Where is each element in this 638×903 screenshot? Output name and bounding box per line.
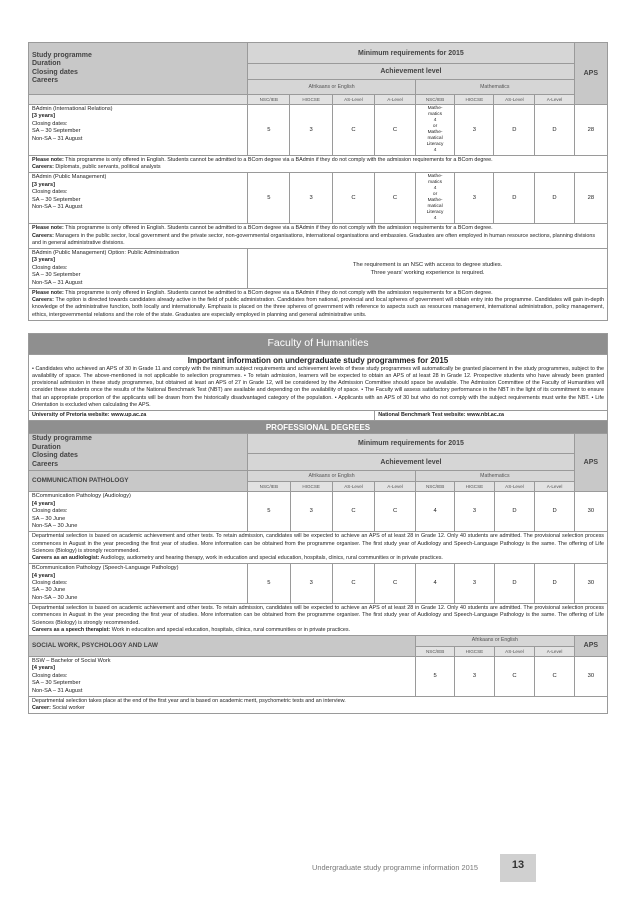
programme-cell [29, 492, 248, 532]
humanities-table [28, 333, 608, 715]
col-nsc: NSC/IEB [416, 646, 455, 656]
maths-nsc-cell [415, 105, 454, 156]
closing-nonsa: Non-SA – 31 August [32, 204, 83, 211]
value-cell: 3 [290, 173, 332, 224]
header-afr-eng: Afrikaans or English [248, 471, 416, 482]
closing-sa: SA – 30 June [32, 515, 66, 522]
value-cell: C [332, 564, 374, 604]
col-nsc: NSC/IEB [415, 95, 454, 105]
value-cell: 5 [248, 492, 290, 532]
important-info-title: Important information on undergraduate study programmes for 2015 [187, 355, 449, 365]
maths-nsc-cell [415, 173, 454, 224]
header-closing-dates: Closing dates [32, 68, 78, 76]
aps-value: 30 [574, 492, 607, 532]
col-higcse: HIGCSE [290, 482, 332, 492]
col-higcse: HIGCSE [455, 646, 494, 656]
programme-name: BAdmin (International Relations) [32, 106, 113, 112]
value-cell: C [375, 105, 416, 156]
col-as-level: AS-Level [494, 482, 535, 492]
up-website: University of Pretoria website: www.up.ac.za [29, 411, 375, 421]
careers-text: Audiology, audiometry and hearing therapy, work in education and special education, hospitals, clinics, rural communities or in private practices. [100, 554, 443, 561]
value-cell: C [375, 173, 416, 224]
value-cell: C [494, 656, 535, 696]
note-text: This programme is only offered in English. Students cannot be admitted to a BCom degree via a BAdmin if they do not comply with the admission requirements for a BCom degree. [65, 290, 493, 297]
maths-line: or [432, 192, 438, 198]
value-cell: 3 [290, 564, 332, 604]
col-higcse: HIGCSE [290, 95, 332, 105]
aps-value: 28 [574, 105, 607, 156]
programme-cell [29, 105, 248, 156]
table-row [29, 173, 608, 224]
programme-cell [29, 656, 416, 696]
careers-label: Careers as an audiologist: [32, 554, 100, 561]
col-as-level: AS-Level [494, 646, 535, 656]
careers-text: Work in education and special education, hospitals, clinics, rural communities or in private practices. [111, 626, 351, 633]
section-comm-pathology: COMMUNICATION PATHOLOGY [29, 471, 248, 492]
value-cell: D [535, 173, 574, 224]
col-a-level: A-Level [375, 95, 416, 105]
professional-degrees: PROFESSIONAL DEGREES [29, 421, 608, 434]
important-info [29, 354, 608, 410]
programme-duration: [3 years] [32, 113, 56, 120]
value-cell: 4 [416, 492, 455, 532]
maths-line: Mathe- [427, 106, 443, 111]
closing-nonsa: Non-SA – 30 June [32, 522, 78, 529]
careers-label: Careers as a speech therapist: [32, 626, 111, 633]
value-cell: D [494, 173, 535, 224]
careers-label: Careers: [32, 232, 54, 239]
value-cell: 3 [455, 564, 494, 604]
col-nsc: NSC/IEB [248, 95, 290, 105]
table-row [29, 105, 608, 156]
table-row [29, 249, 608, 289]
col-higcse: HIGCSE [455, 482, 494, 492]
value-cell: 5 [248, 105, 290, 156]
closing-sa: SA – 30 September [32, 680, 81, 687]
col-a-level: A-Level [535, 482, 574, 492]
value-cell: C [375, 564, 416, 604]
note-label: Please note: [32, 290, 64, 297]
value-cell: C [535, 656, 574, 696]
programme-note [29, 697, 608, 714]
note-text: Departmental selection is based on academic achievement and other tests. To retain admission, candidates will be expected to achieve an APS of at least 28 in Grade 12. Only 40 students are admitted. The provisional selection process commences in August in the year preceding the first year of studies. More information can be obtained from the programme organiser. The first study year of Audiology and Speech-Language Pathology is the same. The offering of Life Sciences (Biology) is strongly recommended. [32, 533, 604, 554]
maths-line: or [432, 124, 438, 129]
closing-sa: SA – 30 September [32, 196, 81, 203]
value-cell: C [332, 492, 374, 532]
page-content [28, 42, 608, 714]
closing-sa: SA – 30 September [32, 128, 81, 135]
col-higcse: HIGCSE [455, 95, 494, 105]
value-cell: 4 [416, 564, 455, 604]
header-closing-dates: Closing dates [32, 452, 78, 460]
programme-cell [29, 564, 248, 604]
value-cell: D [535, 492, 574, 532]
table-row [29, 492, 608, 532]
maths-line: Literacy [426, 210, 444, 216]
col-a-level: A-Level [535, 95, 574, 105]
programme-note [29, 289, 608, 321]
careers-label: Careers: [32, 164, 54, 171]
header-study-programme: Study programme [32, 435, 92, 443]
maths-line: matics [428, 180, 442, 186]
important-info-text: • Candidates who achieved an APS of 30 in Grade 11 and comply with the minimum subject requirements and achievement levels of these study programmes will automatically be granted placement in the study programmes, subject to the availability of space. The above-mentioned is not applicable to selection programmes. • To retain admission, learners will be expected to obtain an APS of at least 28 in Grade 12. Prospective students who have already been granted provisional admission in these study programmes, but obtained at least an APS of 27 in Grade 12, will be considered by the Admission Committee should space be available. The Admission Committee of the Faculty of Humanities will consider these students once the results of the National Benchmark Test (NBT) are available and depending on the availability of space. • The Faculty will assess satisfactory performance in the NBT in the light of its commitment to ensure that an appropriate proportion of the applicants will be drawn from the historically disadvantaged category of the population. • Applicants with an APS of 30 but who do not comply with the subject requirements must write the NBT. • Life Orientation is excluded when calculating the APS. [32, 365, 604, 408]
closing-label: Closing dates: [32, 264, 68, 271]
table-row [29, 656, 608, 696]
programme-name: BCommunication Pathology (Audiology) [32, 493, 131, 500]
closing-label: Closing dates: [32, 120, 68, 127]
note-text: Departmental selection is based on academic achievement and other tests. To retain admission, candidates will be expected to achieve an APS of at least 28 in Grade 12. Only 40 students are admitted. The provisional selection process commences in August in the year preceding the first year of studies. More information can be obtained from the programme organiser. The first study year of Audiology and Speech-Language Pathology is the same. The offering of Life Sciences (Biology) is strongly recommended. [32, 605, 604, 626]
programme-note [29, 224, 608, 249]
maths-line: matics [428, 112, 442, 117]
section-social-work: SOCIAL WORK, PSYCHOLOGY AND LAW [29, 635, 416, 656]
maths-line: Mathe- [427, 130, 443, 135]
col-a-level: A-Level [375, 482, 416, 492]
header-min-req: Minimum requirements for 2015 [248, 434, 575, 454]
value-cell: 5 [248, 173, 290, 224]
maths-line: 4 [433, 148, 437, 153]
closing-sa: SA – 30 June [32, 587, 66, 594]
requirement-line: The requirement is an NSC with access to degree studies. [352, 261, 503, 268]
value-cell: D [494, 105, 535, 156]
value-cell: D [535, 105, 574, 156]
programme-name: BCommunication Pathology (Speech-Language Pathology) [32, 565, 179, 572]
maths-line: 4 [433, 216, 437, 222]
programme-name: BSW – Bachelor of Social Work [32, 657, 111, 664]
maths-line: matical [427, 136, 443, 141]
programme-name: BAdmin (Public Management) [32, 174, 107, 181]
closing-label: Closing dates: [32, 672, 68, 679]
value-cell: C [375, 492, 416, 532]
header-achievement-level: Achievement level [248, 64, 575, 80]
note-text: Departmental selection takes place at the end of the first year and is based on academic merit, psychometric tests and an interview. [32, 698, 346, 704]
programme-duration: [4 years] [32, 500, 56, 507]
aps-value: 28 [574, 173, 607, 224]
note-label: Please note: [32, 157, 64, 163]
maths-line: Mathe- [427, 174, 443, 180]
programme-duration: [4 years] [32, 665, 56, 672]
header-careers: Careers [32, 77, 59, 84]
col-nsc: NSC/IEB [248, 482, 290, 492]
closing-label: Closing dates: [32, 508, 68, 515]
value-cell: C [332, 173, 374, 224]
maths-line: matical [427, 204, 443, 210]
programme-duration: [4 years] [32, 572, 56, 579]
closing-nonsa: Non-SA – 30 June [32, 594, 78, 601]
nbt-website: National Benchmark Test website: www.nbt.ac.za [375, 411, 608, 421]
careers-label: Career: [32, 705, 51, 712]
value-cell: 3 [455, 173, 494, 224]
maths-line: Mathe- [427, 198, 443, 204]
col-as-level: AS-Level [332, 95, 374, 105]
closing-label: Closing dates: [32, 579, 68, 586]
maths-line: Literacy [426, 142, 444, 147]
col-a-level: A-Level [535, 646, 574, 656]
requirement-cell [248, 249, 608, 289]
header-aps: APS [574, 43, 607, 105]
programme-note [29, 532, 608, 564]
closing-label: Closing dates: [32, 189, 68, 196]
closing-nonsa: Non-SA – 31 August [32, 687, 83, 694]
header-achievement-level: Achievement level [248, 453, 575, 470]
careers-label: Careers: [32, 297, 54, 304]
ems-requirements-table [28, 42, 608, 321]
maths-line: 4 [433, 118, 437, 123]
note-text: This programme is only offered in English. Students cannot be admitted to a BCom degree via a BAdmin if they do not comply with the admission requirements for a BCom degree. [65, 225, 493, 232]
header-afr-eng: Afrikaans or English [416, 635, 575, 646]
programme-duration: [3 years] [32, 181, 56, 188]
value-cell: 3 [290, 105, 332, 156]
page-number: 13 [500, 854, 536, 882]
header-aps: APS [574, 434, 607, 492]
value-cell: D [494, 492, 535, 532]
closing-nonsa: Non-SA – 31 August [32, 135, 83, 142]
programme-note [29, 604, 608, 636]
col-as-level: AS-Level [494, 95, 535, 105]
value-cell: 5 [416, 656, 455, 696]
value-cell: 3 [290, 492, 332, 532]
header-maths: Mathematics [416, 471, 575, 482]
header-duration: Duration [32, 443, 61, 451]
value-cell: C [332, 105, 374, 156]
careers-text: The option is directed towards candidates already active in the field of public administration. Candidates from national, provincial and local spheres of government will obtain entry into the programme. Candidates will gain in-depth knowledge of the administrative function, both locally and internationally. Emphasis is placed on the three spheres of government with reference to aspects such as resources management, international administration, policy management, ethics, intergovernmental relations and the role of the state. Graduates are especially employed in planning and general administrative units. [32, 297, 605, 318]
aps-value: 30 [574, 656, 607, 696]
closing-nonsa: Non-SA – 31 August [32, 279, 83, 286]
programme-note [29, 156, 608, 173]
careers-text: Social worker [52, 705, 85, 712]
aps-value: 30 [574, 564, 607, 604]
header-maths: Mathematics [415, 80, 574, 95]
note-label: Please note: [32, 225, 64, 232]
header-duration: Duration [32, 60, 61, 67]
header-left [29, 434, 248, 471]
value-cell: 3 [455, 492, 494, 532]
programme-name: BAdmin (Public Management) Option: Public Administration [32, 250, 180, 257]
footer-text: Undergraduate study programme information 2015 [312, 863, 478, 872]
header-afr-eng: Afrikaans or English [248, 80, 416, 95]
programme-cell [29, 173, 248, 224]
header-study-programme: Study programme [32, 51, 92, 59]
faculty-title: Faculty of Humanities [29, 333, 608, 354]
value-cell: 3 [455, 656, 494, 696]
value-cell: D [535, 564, 574, 604]
header-careers: Careers [32, 460, 59, 468]
value-cell: 5 [248, 564, 290, 604]
header-left [29, 43, 248, 95]
closing-sa: SA – 30 September [32, 272, 81, 279]
header-aps: APS [574, 635, 607, 656]
careers-text: Managers in the public sector, local government and the private sector, non-governmental organisations, international organisations and embassies. Graduates are often employed in human resource sections, planning divisions and in general administrative divisions. [32, 232, 596, 246]
programme-cell [29, 249, 248, 289]
header-min-req: Minimum requirements for 2015 [248, 43, 575, 64]
note-text: This programme is only offered in English. Students cannot be admitted to a BCom degree via a BAdmin if they do not comply with the admission requirements for a BCom degree. [65, 157, 493, 163]
programme-duration: [3 years] [32, 257, 56, 264]
value-cell: 3 [455, 105, 494, 156]
maths-line: 4 [433, 186, 437, 192]
requirement-line: Three years' working experience is required. [370, 269, 485, 276]
header-spacer [29, 95, 248, 105]
col-nsc: NSC/IEB [416, 482, 455, 492]
careers-text: Diplomats, public servants, political analysts [55, 164, 161, 171]
col-as-level: AS-Level [332, 482, 374, 492]
value-cell: D [494, 564, 535, 604]
table-row [29, 564, 608, 604]
